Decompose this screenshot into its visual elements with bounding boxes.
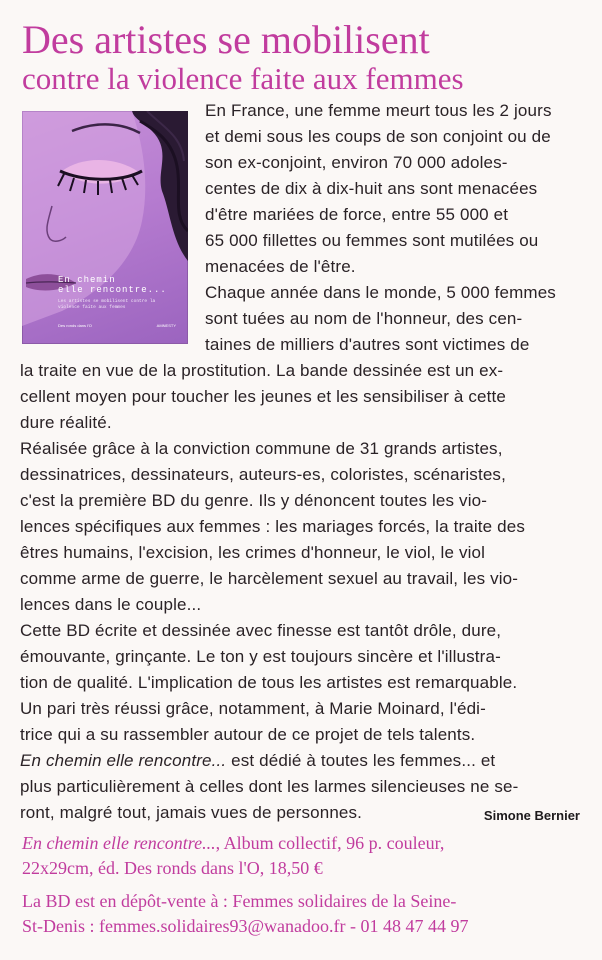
- body-line: Réalisée grâce à la conviction commune de 31 grands artistes,: [20, 439, 503, 458]
- cover-publishers: [58, 323, 176, 328]
- depot-line-2: St-Denis : femmes.solidaires93@wanadoo.fr - 01 48 47 44 97: [22, 916, 469, 936]
- cover-publisher-left: Des ronds dans l'O: [58, 323, 92, 328]
- cover-publisher-right: AMNESTY: [156, 323, 176, 328]
- body-line: comme arme de guerre, le harcèlement sexuel au travail, les vio-: [20, 569, 519, 588]
- cover-title-line-1: En chemin: [58, 275, 116, 285]
- author-signature: Simone Bernier: [483, 808, 580, 823]
- body-line: dessinatrices, dessinateurs, auteurs-es, coloristes, scénaristes,: [20, 465, 506, 484]
- cover-title-line-2: elle rencontre...: [58, 285, 167, 295]
- body-line: d'être mariées de force, entre 55 000 et: [205, 205, 509, 224]
- body-line: son ex-conjoint, environ 70 000 adoles-: [205, 153, 508, 172]
- article-title: Des artistes se mobilisent: [22, 17, 430, 62]
- body-line: c'est la première BD du genre. Ils y dénoncent toutes les vio-: [20, 491, 488, 510]
- body-line: Chaque année dans le monde, 5 000 femmes: [205, 283, 556, 302]
- body-line: menacées de l'être.: [205, 257, 356, 276]
- body-line: lences dans le couple...: [20, 595, 202, 614]
- body-line: émouvante, grinçante. Le ton y est toujours sincère et l'illustra-: [20, 647, 501, 666]
- body-line: plus particulièrement à celles dont les larmes silencieuses ne se-: [20, 777, 519, 796]
- book-cover-image: [22, 111, 188, 344]
- body-line-rest: est dédié à toutes les femmes... et: [226, 751, 496, 770]
- book-info-details: , Album collectif, 96 p. couleur,: [215, 833, 445, 853]
- body-line: dure réalité.: [20, 413, 112, 432]
- body-line: et demi sous les coups de son conjoint ou de: [205, 127, 551, 146]
- body-line: la traite en vue de la prostitution. La bande dessinée est un ex-: [20, 361, 504, 380]
- body-line: êtres humains, l'excision, les crimes d'honneur, le viol, le viol: [20, 543, 486, 562]
- body-line: Un pari très réussi grâce, notamment, à Marie Moinard, l'édi-: [20, 699, 486, 718]
- body-line: En France, une femme meurt tous les 2 jours: [205, 101, 552, 120]
- body-line: 65 000 fillettes ou femmes sont mutilées ou: [205, 231, 539, 250]
- body-line: ront, malgré tout, jamais vues de personnes.: [20, 803, 363, 822]
- cover-subtitle: Les artistes se mobilisent contre la violence faite aux femmes: [58, 299, 156, 310]
- body-line: sont tuées au nom de l'honneur, des cen-: [205, 309, 523, 328]
- body-line: tion de qualité. L'implication de tous les artistes est remarquable.: [20, 673, 518, 692]
- body-line: trice qui a su rassembler autour de ce projet de tels talents.: [20, 725, 476, 744]
- book-info-line-1: [22, 832, 444, 855]
- body-line: lences spécifiques aux femmes : les mariages forcés, la traite des: [20, 517, 526, 536]
- depot-line-1: La BD est en dépôt-vente à : Femmes solidaires de la Seine-: [22, 891, 457, 911]
- cover-title: [58, 275, 178, 295]
- book-info-title: En chemin elle rencontre...: [22, 833, 216, 853]
- body-line: Cette BD écrite et dessinée avec finesse est tantôt drôle, dure,: [20, 621, 502, 640]
- book-title-italic: En chemin elle rencontre...: [20, 751, 227, 770]
- article-subtitle: contre la violence faite aux femmes: [22, 61, 464, 96]
- body-line: centes de dix à dix-huit ans sont menacées: [205, 179, 538, 198]
- book-info-line-2: 22x29cm, éd. Des ronds dans l'O, 18,50 €: [22, 858, 323, 878]
- body-line: taines de milliers d'autres sont victimes de: [205, 335, 530, 354]
- body-line: [20, 750, 495, 772]
- body-line: cellent moyen pour toucher les jeunes et les sensibiliser à cette: [20, 387, 507, 406]
